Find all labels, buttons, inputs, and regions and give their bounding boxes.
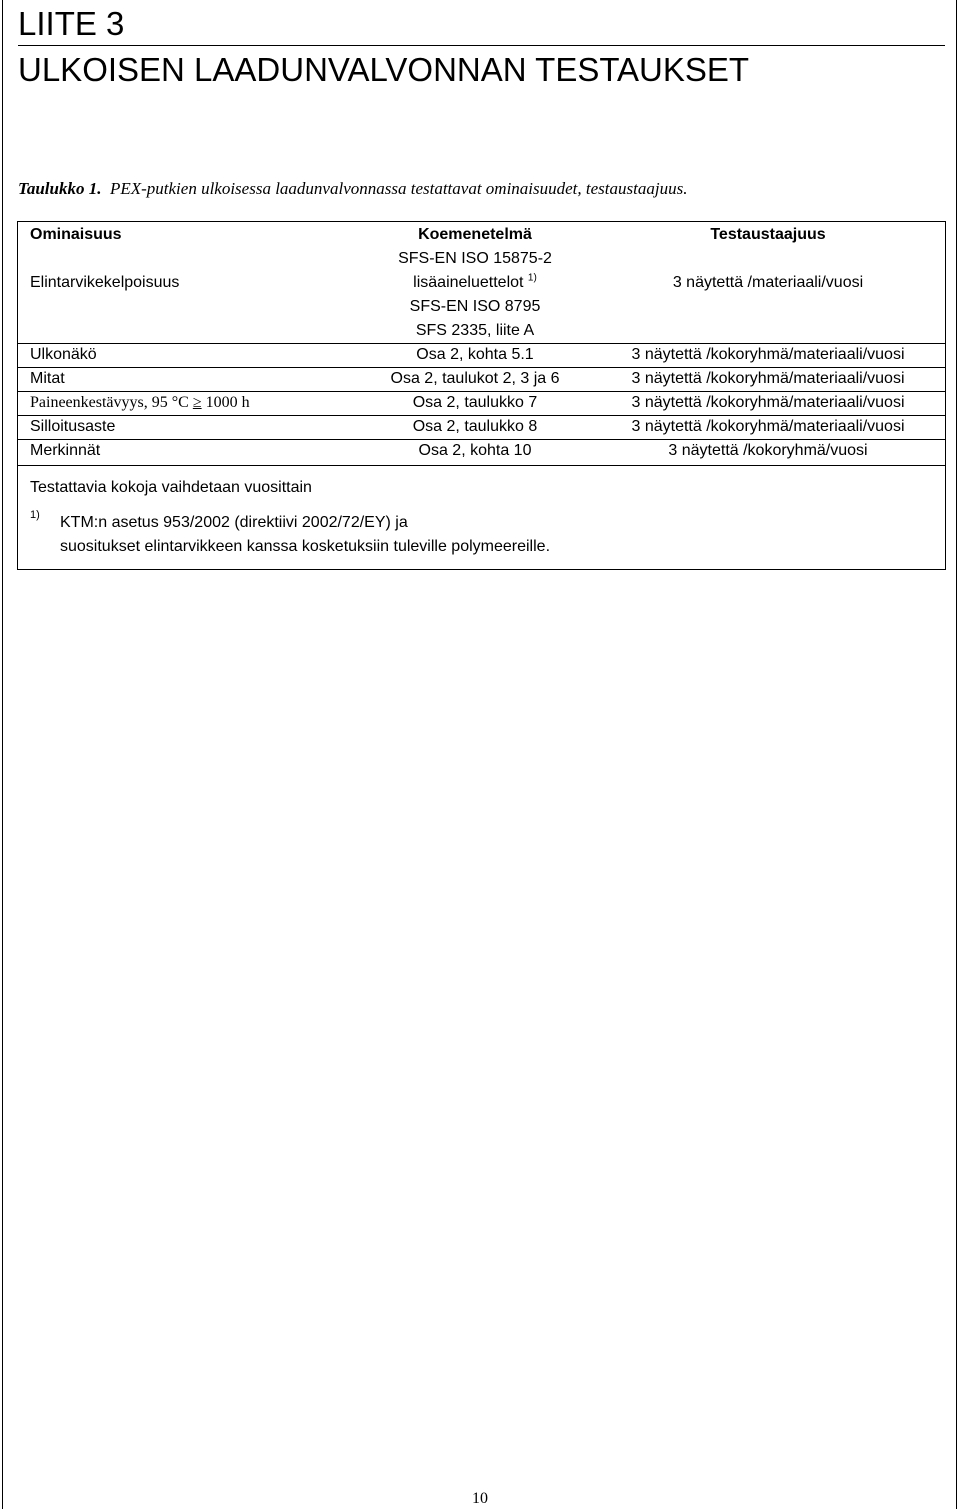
food-row-method-line: SFS 2335, liite A bbox=[415, 322, 535, 339]
header-property: Ominaisuus bbox=[30, 226, 122, 243]
table-row-method: Osa 2, kohta 5.1 bbox=[416, 346, 534, 363]
pressure-property-prefix: Paineenkestävyys, 95 °C bbox=[30, 394, 193, 411]
row-divider bbox=[18, 465, 945, 466]
table-row-frequency: 3 näytettä /kokoryhmä/materiaali/vuosi bbox=[631, 370, 905, 387]
footnote-line: suositukset elintarvikkeen kanssa kosketuksiin tuleville polymeereille. bbox=[60, 538, 551, 555]
table-row-method: Osa 2, taulukot 2, 3 ja 6 bbox=[390, 370, 560, 387]
table-row-property: Mitat bbox=[30, 370, 65, 387]
table-row-property: Ulkonäkö bbox=[30, 346, 97, 363]
table-row-frequency: 3 näytettä /kokoryhmä/vuosi bbox=[668, 442, 868, 459]
food-row-method-line: SFS-EN ISO 15875-2 bbox=[398, 250, 552, 267]
heading-divider bbox=[18, 45, 945, 46]
footnote-ref: 1) bbox=[527, 272, 537, 284]
table-caption-text: PEX-putkien ulkoisessa laadunvalvonnassa testattavat ominaisuudet, testaustaajuus. bbox=[109, 179, 688, 198]
pressure-property-suffix: 1000 h bbox=[201, 394, 250, 411]
table-row-property: Silloitusaste bbox=[30, 418, 116, 435]
food-row-method-line: SFS-EN ISO 8795 bbox=[409, 298, 541, 315]
appendix-title: LIITE 3 bbox=[18, 5, 125, 42]
food-row-property: Elintarvikekelpoisuus bbox=[30, 274, 180, 291]
table-row-property: Merkinnät bbox=[30, 442, 101, 459]
table-row-frequency: 3 näytettä /kokoryhmä/materiaali/vuosi bbox=[631, 394, 905, 411]
page-number: 10 bbox=[472, 1490, 488, 1507]
table-row-frequency: 3 näytettä /kokoryhmä/materiaali/vuosi bbox=[631, 346, 905, 363]
testing-table bbox=[17, 221, 946, 570]
food-row-method-line bbox=[360, 272, 590, 294]
header-method: Koemenetelmä bbox=[418, 226, 532, 243]
footnote-line: KTM:n asetus 953/2002 (direktiivi 2002/72/EY) ja bbox=[60, 514, 408, 531]
table-caption bbox=[18, 179, 687, 199]
header-frequency: Testaustaajuus bbox=[710, 226, 826, 243]
footnote-mark: 1) bbox=[30, 509, 40, 521]
table-row-frequency: 3 näytettä /kokoryhmä/materiaali/vuosi bbox=[631, 418, 905, 435]
sizes-note: Testattavia kokoja vaihdetaan vuosittain bbox=[30, 479, 312, 496]
table-caption-label: Taulukko 1. bbox=[18, 179, 102, 198]
food-row-method-text: lisäaineluettelot bbox=[413, 274, 524, 291]
table-row-method: Osa 2, taulukko 8 bbox=[412, 418, 538, 435]
table-row-method: Osa 2, kohta 10 bbox=[418, 442, 532, 459]
table-row-method: Osa 2, taulukko 7 bbox=[412, 394, 538, 411]
food-row-frequency: 3 näytettä /materiaali/vuosi bbox=[672, 274, 864, 291]
section-title: ULKOISEN LAADUNVALVONNAN TESTAUKSET bbox=[18, 51, 750, 88]
table-row-property bbox=[30, 392, 250, 414]
greater-equal-symbol: ≥ bbox=[192, 394, 202, 411]
